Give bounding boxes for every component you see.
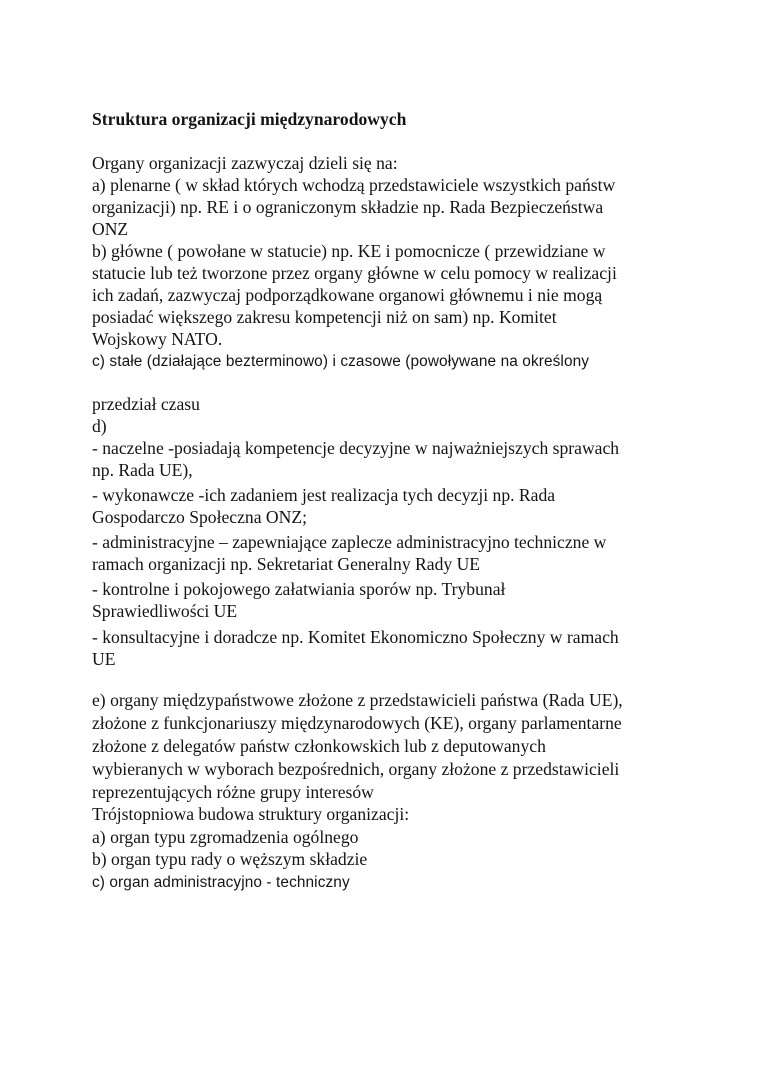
text-line: c) organ administracyjno - techniczny [92, 874, 350, 891]
text-line: ONZ [92, 219, 129, 239]
text-line: Sprawiedliwości UE [92, 601, 238, 621]
text-line: UE [92, 649, 116, 669]
text-line: a) plenarne ( w skład których wchodzą przedstawiciele wszystkich państw [92, 175, 616, 195]
text-line: przedział czasu [92, 394, 200, 414]
text-line: złożone z funkcjonariuszy międzynarodowych (KE), organy parlamentarne [92, 713, 622, 733]
text-line: posiadać większego zakresu kompetencji niż on sam) np. Komitet [92, 307, 557, 327]
text-line: - naczelne -posiadają kompetencje decyzyjne w najważniejszych sprawach [92, 438, 620, 458]
text-line: d) [92, 416, 107, 436]
text-line: e) organy międzypaństwowe złożone z przedstawicieli państwa (Rada UE), [92, 690, 623, 710]
text-line: Wojskowy NATO. [92, 329, 223, 349]
text-line: ich zadań, zazwyczaj podporządkowane organowi głównemu i nie mogą [92, 285, 603, 305]
text-line: - administracyjne – zapewniające zaplecze administracyjno techniczne w [92, 532, 607, 552]
text-line: np. Rada UE), [92, 460, 193, 480]
text-line: c) stałe (działające bezterminowo) i czasowe (powoływane na określony [92, 353, 590, 370]
text-line: - wykonawcze -ich zadaniem jest realizacja tych decyzji np. Rada [92, 485, 556, 505]
text-line: reprezentujących różne grupy interesów [92, 782, 374, 802]
text-line: ramach organizacji np. Sekretariat Generalny Rady UE [92, 554, 481, 574]
text-line: Organy organizacji zazwyczaj dzieli się na: [92, 153, 398, 173]
text-line: - kontrolne i pokojowego załatwiania sporów np. Trybunał [92, 579, 506, 599]
text-line: organizacji) np. RE i o ograniczonym składzie np. Rada Bezpieczeństwa [92, 197, 604, 217]
text-line: Gospodarczo Społeczna ONZ; [92, 507, 307, 527]
text-line: wybieranych w wyborach bezpośrednich, organy złożone z przedstawicieli [92, 759, 620, 779]
text-line: b) główne ( powołane w statucie) np. KE i pomocnicze ( przewidziane w [92, 241, 606, 261]
text-line: statucie lub też tworzone przez organy główne w celu pomocy w realizacji [92, 263, 617, 283]
text-line: złożone z delegatów państw członkowskich lub z deputowanych [92, 736, 546, 756]
document-title: Struktura organizacji międzynarodowych [92, 109, 407, 129]
text-line: Trójstopniowa budowa struktury organizacji: [92, 804, 410, 824]
text-line: a) organ typu zgromadzenia ogólnego [92, 827, 359, 847]
text-line: b) organ typu rady o węższym składzie [92, 849, 368, 869]
text-line: - konsultacyjne i doradcze np. Komitet Ekonomiczno Społeczny w ramach [92, 627, 619, 647]
